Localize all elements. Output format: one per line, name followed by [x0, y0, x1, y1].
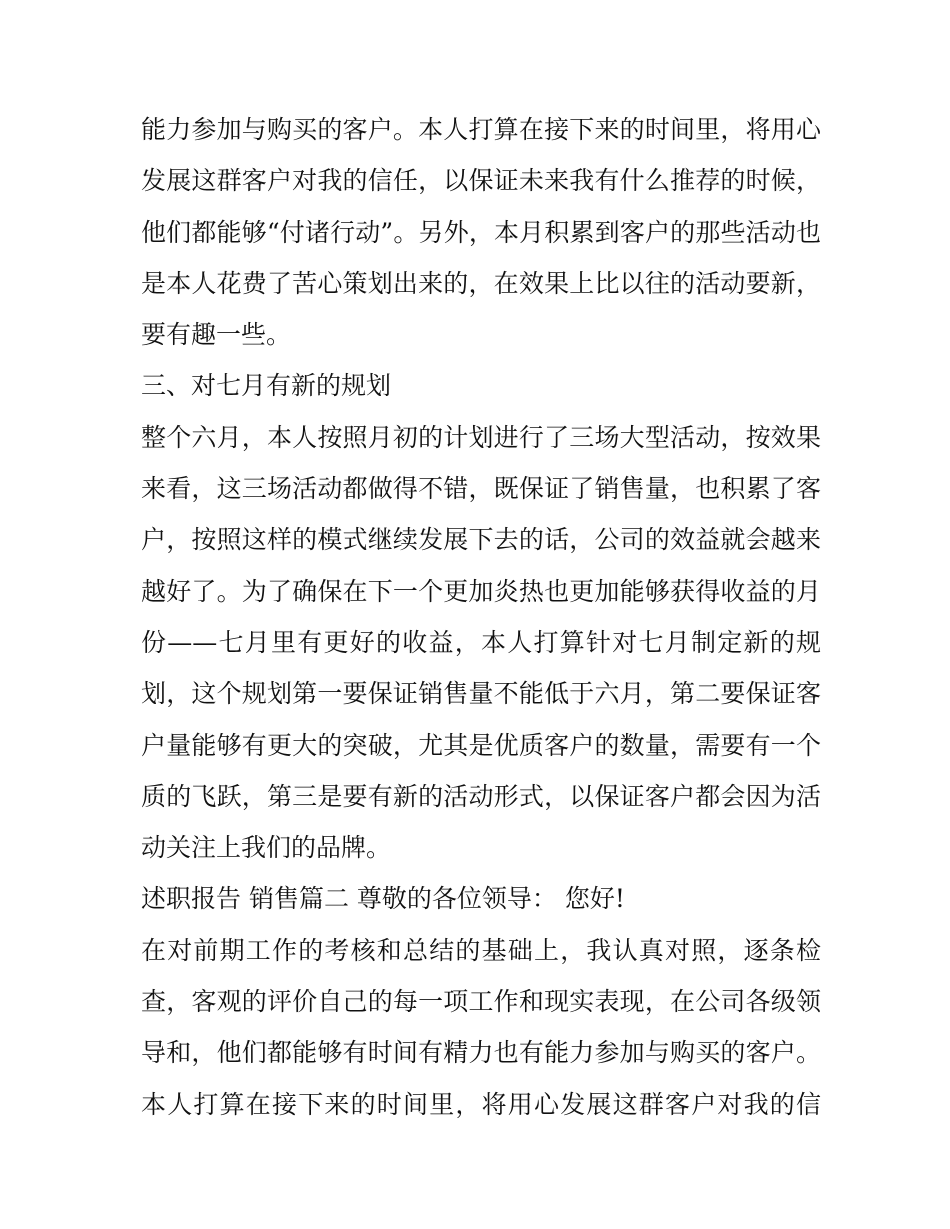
text-line: 份——七月里有更好的收益，本人打算针对七月制定新的规	[141, 627, 821, 657]
report-title-line: 述职报告 销售篇二 尊敬的各位领导： 您好!	[141, 884, 625, 914]
text-line: 导和，他们都能够有时间有精力也有能力参加与购买的客户。	[141, 1038, 821, 1068]
text-line: 在对前期工作的考核和总结的基础上，我认真对照，逐条检	[141, 935, 821, 965]
text-line: 要有趣一些。	[141, 320, 292, 350]
text-line: 越好了。为了确保在下一个更加炎热也更加能够获得收益的月	[141, 576, 821, 606]
section-heading: 三、对七月有新的规划	[141, 371, 392, 401]
text-line: 本人打算在接下来的时间里，将用心发展这群客户对我的信	[141, 1089, 821, 1119]
document-body	[141, 104, 821, 1130]
text-line: 质的飞跃，第三是要有新的活动形式，以保证客户都会因为活	[141, 781, 821, 811]
text-line: 查，客观的评价自己的每一项工作和现实表现，在公司各级领	[141, 987, 821, 1017]
text-line: 是本人花费了苦心策划出来的，在效果上比以往的活动要新，	[141, 268, 821, 298]
text-line: 来看，这三场活动都做得不错，既保证了销售量，也积累了客	[141, 474, 821, 504]
text-line: 户量能够有更大的突破，尤其是优质客户的数量，需要有一个	[141, 730, 821, 760]
text-line: 划，这个规划第一要保证销售量不能低于六月，第二要保证客	[141, 679, 821, 709]
text-line: 发展这群客户对我的信任，以保证未来我有什么推荐的时候，	[141, 166, 821, 196]
text-line: 他们都能够“付诸行动”。另外，本月积累到客户的那些活动也	[141, 217, 821, 247]
text-line: 能力参加与购买的客户。本人打算在接下来的时间里，将用心	[141, 115, 821, 144]
text-line: 整个六月，本人按照月初的计划进行了三场大型活动，按效果	[141, 422, 821, 452]
text-line: 户，按照这样的模式继续发展下去的话，公司的效益就会越来	[141, 525, 821, 555]
text-line: 动关注上我们的品牌。	[141, 833, 392, 863]
